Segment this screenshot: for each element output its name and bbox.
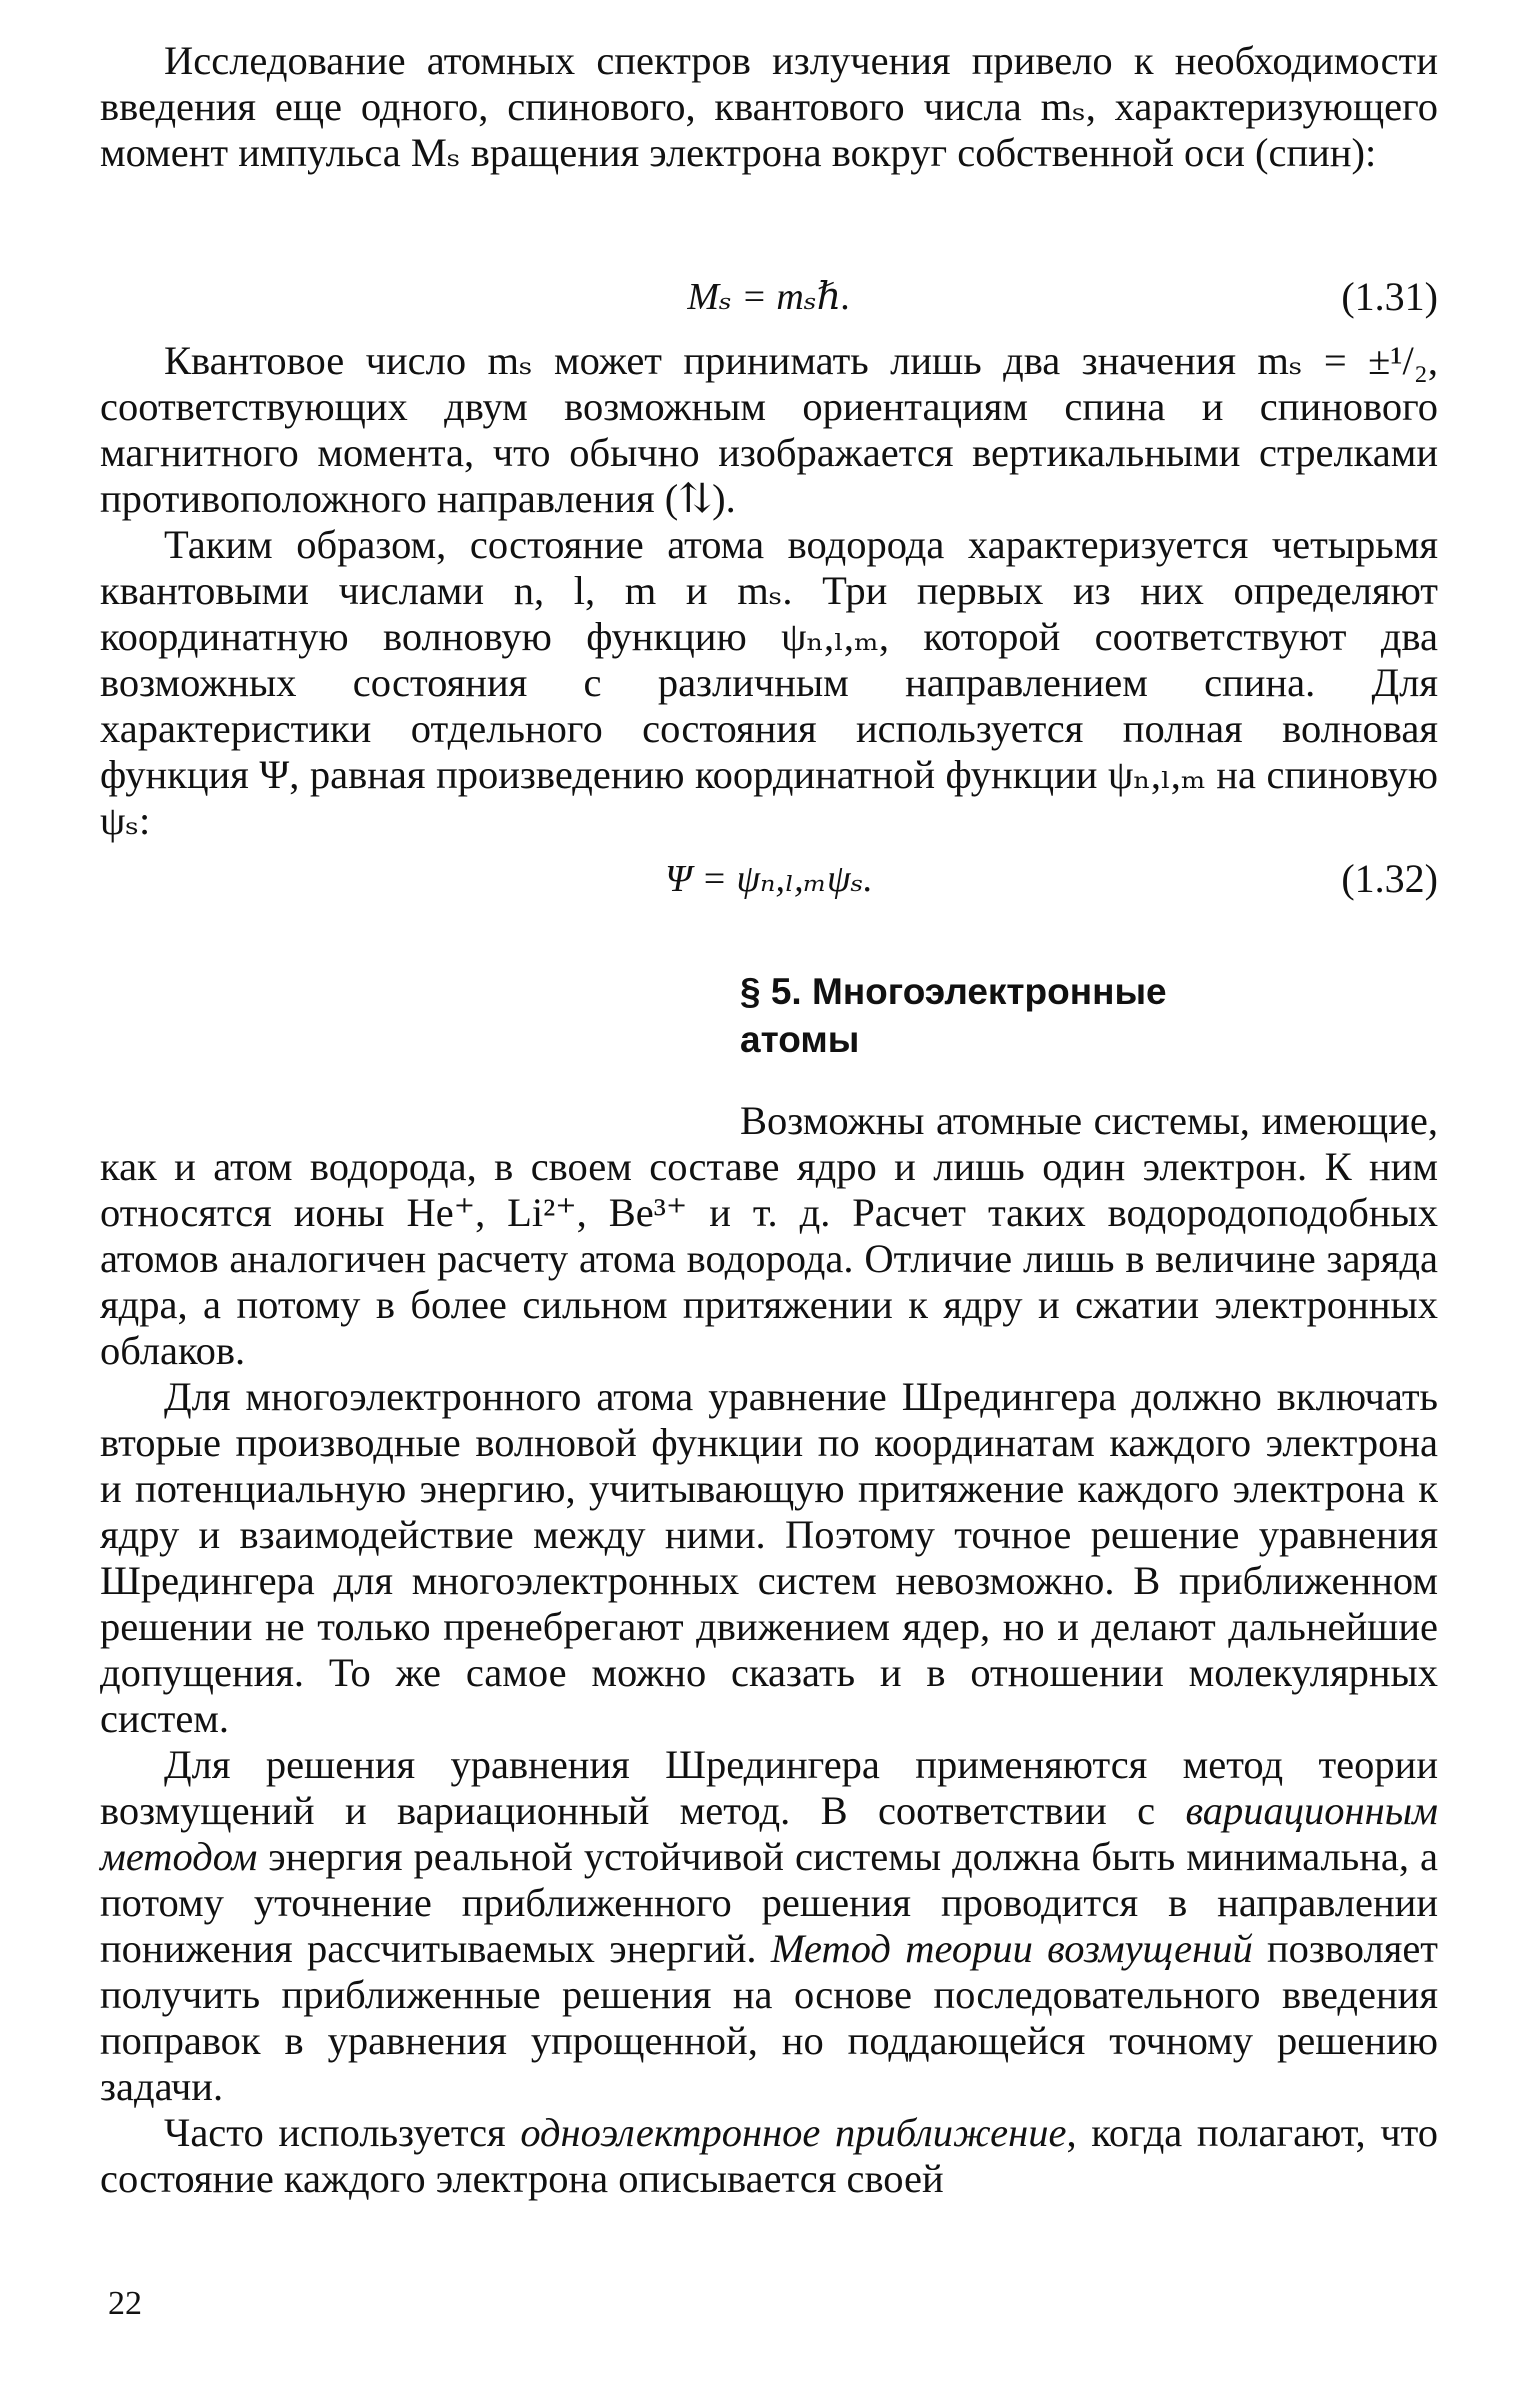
paragraph-one-electron [100,2110,1438,2202]
paragraph-spin-values: Квантовое число mₛ может принимать лишь два значения mₛ = ±¹/₂, соответствующих двум возможным ориентациям спина и спинового магнитного момента, что обычно изображается вертикальными стрелками противоположного направления (⇅). [100,338,1438,521]
paragraph-one-electron-part-2: , когда полагают, что состояние каждого электрона описывается своей [100,2110,1438,2201]
formula-1-31-number: (1.31) [1341,274,1438,319]
text-block-top [100,38,1438,176]
text-block-middle [100,338,1438,844]
formula-1-32 [100,854,1438,904]
formula-1-32-expression: Ψ = ψₙ,ₗ,ₘψₛ. [665,858,873,900]
term-perturbation-method: Метод теории возмущений [770,1926,1253,1971]
page-number: 22 [108,2285,142,2322]
formula-1-31-expression: Mₛ = mₛℏ. [687,276,851,318]
paragraph-methods-part-3: позволяет получить приближенные решения на основе последовательного введения поправок в уравнения упрощенной, но поддающейся точному решению задачи. [100,1926,1439,2109]
paragraph-methods [100,1742,1438,2110]
paragraph-one-electron-part-1: Часто используется [164,2110,521,2155]
paragraph-schrodinger: Для многоэлектронного атома уравнение Шредингера должно включать вторые производные волновой функции по координатам каждого электрона и потенциальную энергию, учитывающую притяжение каждого электрона к ядру и взаимодействие между ними. Поэтому точное решение уравнения Шредингера для многоэлектронных систем невозможно. В приближенном решении не только пренебрегают движением ядер, но и делают дальнейшие допущения. То же самое можно сказать и в отношении молекулярных систем. [100,1374,1438,1741]
text-block-section [100,1098,1438,2202]
paragraph-methods-part-1: Для решения уравнения Шредингера применяются метод теории возмущений и вариационный метод. В соответствии с [100,1742,1438,1833]
section-heading-line-1: § 5. Многоэлектронные [740,971,1167,1012]
paragraph-methods-part-2: энергия реальной устойчивой системы должна быть минимальна, а потому уточнение приближенного решения проводится в направлении понижения рассчитываемых энергий. [100,1834,1438,1971]
formula-1-31 [100,272,1438,322]
term-one-electron-approximation: одноэлектронное приближение [520,2110,1067,2155]
paragraph-hydrogen-like: Возможны атомные системы, имеющие, как и атом водорода, в своем составе ядро и лишь один электрон. К ним относятся ионы He⁺, Li²⁺, Be³⁺ и т. д. Расчет таких водородоподобных атомов аналогичен расчету атома водорода. Отличие лишь в величине заряда ядра, а потому в более сильном притяжении к ядру и сжатии электронных облаков. [100,1098,1438,1373]
term-variational-method: вариационным методом [100,1788,1438,1879]
formula-1-32-number: (1.32) [1341,856,1438,901]
section-heading [740,968,1340,1064]
paragraph-spin-intro: Исследование атомных спектров излучения привело к необходимости введения еще одного, спинового, квантового числа mₛ, характеризующего момент импульса Mₛ вращения электрона вокруг собственной оси (спин): [100,38,1438,175]
section-heading-line-2: атомы [740,1019,860,1060]
paragraph-quantum-numbers: Таким образом, состояние атома водорода характеризуется четырьмя квантовыми числами n, l, m и mₛ. Три первых из них определяют координатную волновую функцию ψₙ,ₗ,ₘ, которой соответствуют два возможных состояния с различным направлением спина. Для характеристики отдельного состояния используется полная волновая функция Ψ, равная произведению координатной функции ψₙ,ₗ,ₘ на спиновую ψₛ: [100,522,1438,843]
